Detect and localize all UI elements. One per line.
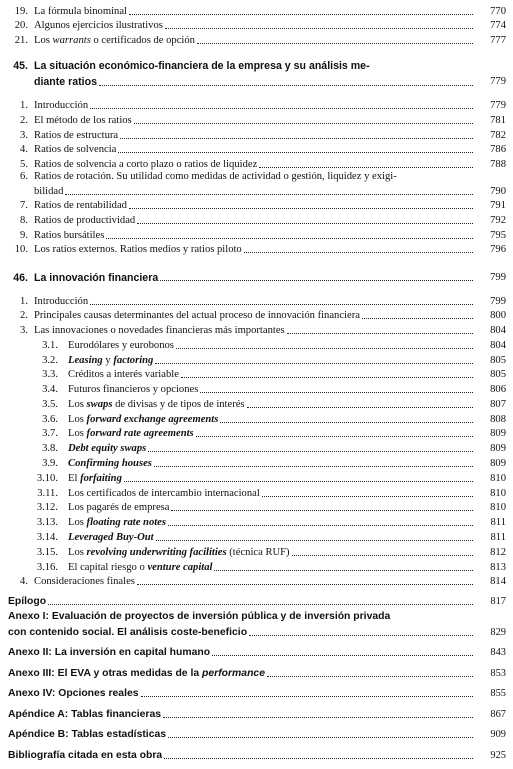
- title-italic: factoring: [113, 354, 154, 366]
- entry-page: 770: [490, 5, 506, 17]
- entry-title: Las innovaciones o novedades financieras más importantes: [34, 324, 285, 336]
- chapter-number: 46.: [13, 272, 28, 285]
- dot-leader: [171, 510, 473, 511]
- entry-title: [68, 340, 174, 352]
- toc-entry: [6, 212, 506, 227]
- dot-leader: [212, 655, 473, 656]
- entry-number: 3.7.: [42, 428, 58, 440]
- entry-title: Ratios de estructura: [34, 129, 119, 141]
- entry-page: 812: [490, 546, 506, 558]
- dot-leader: [120, 138, 473, 139]
- dot-leader: [134, 123, 473, 124]
- dot-leader: [259, 167, 473, 168]
- title-part: Los: [68, 517, 87, 529]
- dot-leader: [249, 635, 473, 636]
- toc-back-entry: [6, 704, 506, 721]
- entry-title: [68, 547, 290, 559]
- dot-leader: [99, 85, 473, 86]
- entry-number: 1.: [20, 100, 28, 112]
- entry-title: Ratios de productividad: [34, 214, 136, 226]
- title-part: El capital riesgo o: [68, 561, 148, 573]
- toc-entry: [6, 500, 506, 515]
- dot-leader: [90, 108, 473, 109]
- entry-number: 2.: [20, 114, 28, 126]
- dot-leader: [200, 392, 473, 393]
- back-page: 867: [490, 708, 506, 720]
- toc-entry: [6, 293, 506, 308]
- title-italic: revolving underwriting facilities: [86, 546, 227, 558]
- entry-page: 811: [490, 532, 506, 544]
- dot-leader: [129, 14, 473, 15]
- entry-title: Ratios bursátiles: [34, 229, 105, 241]
- entry-page: 791: [490, 200, 506, 212]
- entry-number: 3.15.: [36, 546, 58, 558]
- toc-back-entry: [6, 591, 506, 608]
- back-title: Anexo I: Evaluación de proyectos de inversión pública y de inversión privada: [8, 610, 391, 622]
- entry-number: 3.8.: [42, 443, 58, 455]
- dot-leader: [154, 466, 473, 467]
- entry-page: 779: [490, 100, 506, 112]
- entry-number: 3.: [20, 324, 28, 336]
- dot-leader: [148, 451, 473, 452]
- entry-title: Ratios de solvencia: [34, 144, 117, 156]
- toc-entry: [6, 381, 506, 396]
- entry-number: 3.4.: [42, 384, 58, 396]
- entry-title: Consideraciones finales: [34, 576, 135, 588]
- entry-page: 804: [490, 339, 506, 351]
- entry-title: [68, 428, 194, 440]
- back-title: Anexo IV: Opciones reales: [8, 688, 139, 700]
- toc-entry: [6, 574, 506, 589]
- title-part: y: [102, 354, 114, 366]
- entry-page: 799: [490, 295, 506, 307]
- entry-number: 1.: [20, 295, 28, 307]
- entry-number: 9.: [20, 229, 28, 241]
- entry-number: 3.14.: [36, 532, 58, 544]
- entry-title: [68, 532, 154, 544]
- entry-page: 782: [490, 129, 506, 141]
- entry-title: Ratios de rentabilidad: [34, 200, 127, 212]
- entry-title: Los warrants o certificados de opción: [34, 34, 195, 46]
- toc-entry: [6, 156, 506, 171]
- entry-number: 3.1.: [42, 339, 58, 351]
- dot-leader: [176, 348, 473, 349]
- toc-entry: [6, 426, 506, 441]
- back-page: 853: [490, 667, 506, 679]
- dot-leader: [137, 584, 473, 585]
- toc-entry: [6, 559, 506, 574]
- chapter-number: 45.: [13, 59, 28, 72]
- entry-number: 3.5.: [42, 398, 58, 410]
- entry-page: 800: [490, 310, 506, 322]
- toc-entry: [6, 470, 506, 485]
- toc-entry: [6, 112, 506, 127]
- toc-entry: [6, 98, 506, 113]
- entry-title: [68, 414, 218, 426]
- entry-page: 781: [490, 114, 506, 126]
- dot-leader: [163, 717, 473, 718]
- dot-leader: [164, 758, 473, 759]
- toc-entry: [6, 529, 506, 544]
- dot-leader: [168, 737, 473, 738]
- chapter-page: 799: [490, 272, 506, 284]
- toc-entry: [6, 396, 506, 411]
- entry-page: 805: [490, 369, 506, 381]
- toc-entry: [6, 455, 506, 470]
- chapter-heading: [6, 268, 506, 284]
- entry-number: 3.9.: [42, 458, 58, 470]
- title-italic: venture capital: [147, 561, 213, 573]
- back-title: Apéndice B: Tablas estadísticas: [8, 729, 167, 741]
- entry-title-continued: bilidad: [34, 185, 64, 197]
- entry-page: 788: [490, 158, 506, 170]
- dot-leader: [362, 318, 473, 319]
- dot-leader: [165, 28, 473, 29]
- entry-number: 3.12.: [36, 502, 58, 514]
- dot-leader: [168, 525, 473, 526]
- entry-page: 811: [490, 517, 506, 529]
- back-title: Epílogo: [8, 595, 47, 607]
- toc-entry: [6, 227, 506, 242]
- toc-entry: [6, 544, 506, 559]
- dot-leader: [129, 208, 473, 209]
- title-part: (técnica RUF): [226, 546, 290, 558]
- entry-number: 3.16.: [36, 561, 58, 573]
- entry-page: 813: [490, 561, 506, 573]
- back-title-continued: con contenido social. El análisis coste-beneficio: [8, 626, 248, 638]
- dot-leader: [65, 194, 473, 195]
- entry-page: 810: [490, 472, 506, 484]
- entry-number: 7.: [20, 200, 28, 212]
- dot-leader: [262, 496, 473, 497]
- back-page: 817: [490, 595, 506, 607]
- dot-leader: [196, 436, 473, 437]
- dot-leader: [247, 407, 473, 408]
- toc-entry: [6, 367, 506, 382]
- toc-entry: [6, 142, 506, 157]
- toc-entry: [6, 171, 506, 198]
- chapter-heading: [6, 59, 506, 89]
- toc-back-entry: [6, 725, 506, 742]
- entry-number: 3.10.: [36, 472, 58, 484]
- toc-entry: [6, 242, 506, 257]
- title-part: Eurodólares y eurobonos: [68, 339, 174, 351]
- entry-page: 810: [490, 487, 506, 499]
- dot-leader: [267, 676, 473, 677]
- toc-entry: [6, 308, 506, 323]
- dot-leader: [156, 540, 473, 541]
- toc-entry: [6, 3, 506, 18]
- entry-title: Los ratios externos. Ratios medios y ratios piloto: [34, 244, 242, 256]
- entry-title: [68, 355, 153, 367]
- title-part: Los certificados de intercambio internacional: [68, 487, 260, 499]
- toc-entry: [6, 32, 506, 47]
- dot-leader: [118, 152, 473, 153]
- entry-page: 792: [490, 214, 506, 226]
- title-italic: floating rate notes: [86, 517, 167, 529]
- entry-number: 6.: [20, 170, 28, 182]
- entry-number: 3.: [20, 129, 28, 141]
- title-italic: Debt equity swaps: [68, 443, 147, 455]
- entry-page: 795: [490, 229, 506, 241]
- entry-title: Introducción: [34, 100, 89, 112]
- toc-back-entry: [6, 610, 506, 639]
- back-title: Anexo II: La inversión en capital humano: [8, 647, 211, 659]
- entry-title: La fórmula binominal: [34, 5, 127, 17]
- back-title: Bibliografía citada en esta obra: [8, 749, 163, 761]
- entry-number: 10.: [14, 244, 28, 256]
- title-italic: Confirming houses: [68, 458, 152, 470]
- back-page: 855: [490, 688, 506, 700]
- entry-title: [68, 502, 169, 514]
- entry-title: Ratios de rotación. Su utilidad como medidas de actividad o gestión, liquidez y exigi-: [34, 170, 397, 182]
- entry-number: 3.6.: [42, 413, 58, 425]
- toc-entry: [6, 18, 506, 33]
- toc-entry: [6, 198, 506, 213]
- entry-title: Ratios de solvencia a corto plazo o ratios de liquidez: [34, 158, 258, 170]
- entry-page: 796: [490, 244, 506, 256]
- entry-page: 786: [490, 144, 506, 156]
- entry-number: 5.: [20, 158, 28, 170]
- entry-title: [68, 399, 245, 411]
- title-italic: Leveraged Buy-Out: [68, 532, 154, 544]
- dot-leader: [141, 696, 473, 697]
- dot-leader: [214, 570, 473, 571]
- entry-title: [68, 488, 260, 500]
- back-page: 925: [490, 749, 506, 761]
- title-part: de divisas y de tipos de interés: [112, 398, 245, 410]
- title-part: Futuros financieros y opciones: [68, 384, 199, 396]
- dot-leader: [244, 252, 473, 253]
- dot-leader: [292, 555, 473, 556]
- entry-page: 774: [490, 20, 506, 32]
- dot-leader: [155, 363, 473, 364]
- entry-title: [68, 384, 198, 396]
- entry-page: 807: [490, 398, 506, 410]
- entry-title: [68, 458, 152, 470]
- toc-entry: [6, 322, 506, 337]
- dot-leader: [48, 604, 473, 605]
- dot-leader: [137, 223, 473, 224]
- entry-page: 790: [490, 185, 506, 197]
- entry-title: El método de los ratios: [34, 114, 132, 126]
- toc-entry: [6, 514, 506, 529]
- chapter-title: La situación económico-financiera de la empresa y su análisis me-: [34, 59, 370, 72]
- entry-title: [68, 562, 212, 574]
- entry-number: 3.13.: [36, 517, 58, 529]
- entry-title: [68, 443, 146, 455]
- entry-number: 3.11.: [37, 487, 58, 499]
- back-page: 843: [490, 647, 506, 659]
- title-italic: forward exchange agreements: [86, 413, 219, 425]
- title-part: El: [68, 472, 81, 484]
- title-italic: swaps: [86, 398, 113, 410]
- entry-number: 21.: [14, 34, 28, 46]
- entry-page: 777: [490, 34, 506, 46]
- entry-page: 804: [490, 324, 506, 336]
- entry-title: [68, 473, 122, 485]
- back-title: Apéndice A: Tablas financieras: [8, 708, 162, 720]
- entry-page: 808: [490, 413, 506, 425]
- entry-number: 19.: [14, 5, 28, 17]
- chapter-title-continued: diante ratios: [34, 75, 97, 88]
- toc-back-entry: [6, 745, 506, 762]
- back-title: Anexo III: El EVA y otras medidas de la performance: [8, 667, 265, 679]
- dot-leader: [181, 377, 473, 378]
- entry-page: 814: [490, 576, 506, 588]
- entry-number: 3.2.: [42, 354, 58, 366]
- entry-number: 2.: [20, 310, 28, 322]
- entry-page: 809: [490, 443, 506, 455]
- entry-number: 8.: [20, 214, 28, 226]
- toc-entry: [6, 485, 506, 500]
- title-part: Los: [68, 398, 87, 410]
- dot-leader: [197, 43, 473, 44]
- title-part: Los: [68, 546, 87, 558]
- toc-entry: [6, 127, 506, 142]
- title-part: Los pagarés de empresa: [68, 502, 170, 514]
- chapter-title: La innovación financiera: [34, 272, 159, 285]
- toc-back-entry: [6, 643, 506, 660]
- dot-leader: [160, 280, 473, 281]
- entry-number: 3.3.: [42, 369, 58, 381]
- entry-page: 809: [490, 458, 506, 470]
- entry-title: [68, 517, 166, 529]
- toc-entry: [6, 440, 506, 455]
- back-page: 829: [490, 626, 506, 638]
- entry-page: 805: [490, 354, 506, 366]
- entry-page: 806: [490, 384, 506, 396]
- toc-entry: [6, 352, 506, 367]
- title-part: Los: [68, 413, 87, 425]
- toc-entry: [6, 337, 506, 352]
- entry-title: [68, 369, 179, 381]
- table-of-contents: [6, 3, 506, 762]
- toc-back-entry: [6, 684, 506, 701]
- title-italic: forfaiting: [80, 472, 122, 484]
- dot-leader: [124, 481, 473, 482]
- title-italic: forward rate agreements: [86, 428, 194, 440]
- dot-leader: [90, 304, 473, 305]
- chapter-page: 779: [490, 75, 506, 87]
- entry-title: Algunos ejercicios ilustrativos: [34, 20, 163, 32]
- entry-number: 4.: [20, 576, 28, 588]
- toc-back-entry: [6, 663, 506, 680]
- toc-entry: [6, 411, 506, 426]
- dot-leader: [220, 422, 473, 423]
- title-italic: Leasing: [68, 354, 103, 366]
- title-part: Los: [68, 428, 87, 440]
- title-part: Créditos a interés variable: [68, 369, 179, 381]
- back-page: 909: [490, 729, 506, 741]
- dot-leader: [287, 333, 473, 334]
- entry-number: 4.: [20, 144, 28, 156]
- entry-number: 20.: [14, 20, 28, 32]
- entry-title: Principales causas determinantes del actual proceso de innovación financiera: [34, 310, 360, 322]
- entry-page: 809: [490, 428, 506, 440]
- entry-page: 810: [490, 502, 506, 514]
- entry-title: Introducción: [34, 295, 89, 307]
- dot-leader: [106, 238, 473, 239]
